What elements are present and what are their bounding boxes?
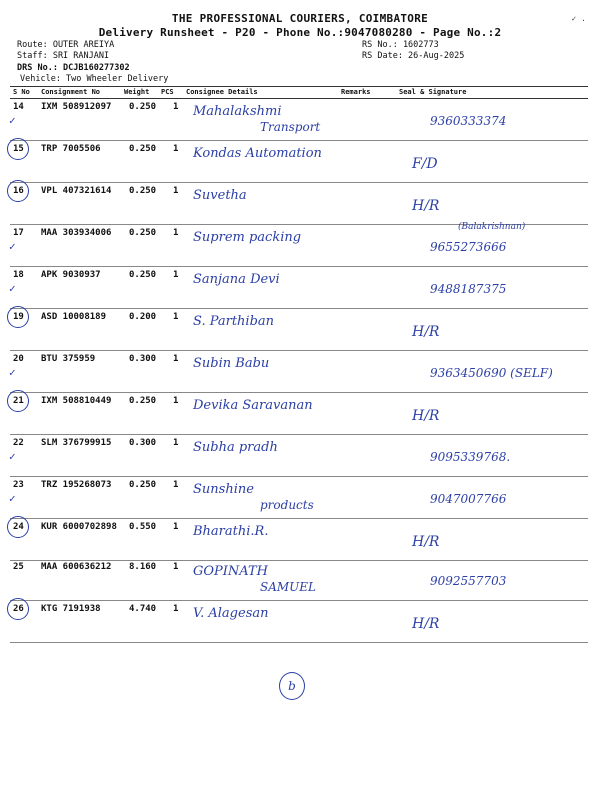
row-sno: 24 xyxy=(13,522,24,532)
col-consignment: Consignment No xyxy=(41,88,101,96)
row-sno: 18 xyxy=(13,270,24,280)
row-pcs: 1 xyxy=(173,396,179,406)
row-sno: 22 xyxy=(13,438,24,448)
page-mark: b xyxy=(279,672,305,700)
col-sno: S No xyxy=(13,88,30,96)
row-weight: 0.250 xyxy=(129,102,157,112)
row-weight: 0.300 xyxy=(129,354,157,364)
row-weight: 0.250 xyxy=(129,186,157,196)
sno-circle-mark xyxy=(7,180,29,202)
table-row xyxy=(10,438,588,478)
row-divider xyxy=(10,518,588,519)
row-signature: 9360333374 xyxy=(430,114,507,128)
row-pcs: 1 xyxy=(173,144,179,154)
vehicle-text: Vehicle: Two Wheeler Delivery xyxy=(20,74,169,84)
row-consignee-handwritten: V. Alagesan xyxy=(193,606,269,621)
row-pcs: 1 xyxy=(173,562,179,572)
row-consignee-handwritten: Suvetha xyxy=(193,188,247,203)
table-row xyxy=(10,354,588,394)
row-weight: 0.550 xyxy=(129,522,157,532)
drs-number: DRS No.: DCJB160277302 xyxy=(17,63,130,73)
row-divider xyxy=(10,476,588,477)
row-divider xyxy=(10,182,588,183)
row-weight: 0.250 xyxy=(129,480,157,490)
table-row xyxy=(10,562,588,602)
row-consignment-no: IXM 508912097 xyxy=(41,102,112,112)
row-pcs: 1 xyxy=(173,186,179,196)
row-sno: 15 xyxy=(13,144,24,154)
row-consignee-handwritten: Kondas Automation xyxy=(193,146,322,161)
row-consignment-no: KUR 6000702898 xyxy=(41,522,117,532)
row-signature: 9047007766 xyxy=(430,492,507,506)
row-sno: 19 xyxy=(13,312,24,322)
row-weight: 0.250 xyxy=(129,396,157,406)
row-signature: H/R xyxy=(412,198,440,214)
row-consignee-handwritten: Subin Babu xyxy=(193,356,270,371)
staff-text: Staff: SRI RANJANI xyxy=(17,51,110,61)
row-weight: 0.300 xyxy=(129,438,157,448)
row-consignment-no: TRP 7005506 xyxy=(41,144,101,154)
table-row xyxy=(9,222,588,268)
row-signature: 9488187375 xyxy=(430,282,507,296)
row-consignment-no: SLM 376799915 xyxy=(41,438,112,448)
runsheet-subtitle: Delivery Runsheet - P20 - Phone No.:9047080280 - Page No.:2 xyxy=(98,26,502,39)
corner-mark: ✓ . xyxy=(571,14,586,23)
row-signature-note: (Balakrishnan) xyxy=(458,222,526,232)
row-signature: 9655273666 xyxy=(430,240,507,254)
header-rule-top xyxy=(10,86,588,87)
sno-circle-mark xyxy=(7,598,29,620)
row-consignee-handwritten: Subha pradh xyxy=(193,440,278,455)
row-consignment-no: KTG 7191938 xyxy=(41,604,101,614)
col-consignee: Consignee Details xyxy=(186,88,258,96)
col-pcs: PCS xyxy=(161,88,174,96)
row-sno: 14 xyxy=(13,102,24,112)
row-signature: H/R xyxy=(412,616,440,632)
row-pcs: 1 xyxy=(173,438,179,448)
col-signature: Seal & Signature xyxy=(399,88,467,96)
table-header xyxy=(10,88,588,98)
sno-circle-mark xyxy=(7,138,29,160)
row-signature: 9363450690 (SELF) xyxy=(430,366,553,380)
row-consignee-handwritten: Mahalakshmi xyxy=(193,104,282,119)
row-weight: 8.160 xyxy=(129,562,157,572)
table-row xyxy=(10,480,588,520)
row-divider xyxy=(10,642,588,643)
rs-number: RS No.: 1602773 xyxy=(362,40,439,50)
sno-circle-mark xyxy=(7,516,29,538)
row-consignee-line2: Transport xyxy=(260,120,321,134)
row-weight: 0.200 xyxy=(129,312,157,322)
row-sno: 17 xyxy=(13,228,24,238)
row-consignee-handwritten: S. Parthiban xyxy=(193,314,275,329)
row-divider xyxy=(10,434,588,435)
row-signature: H/R xyxy=(412,534,440,550)
row-divider xyxy=(10,350,588,351)
tick-mark-icon: ✓ xyxy=(9,114,16,127)
row-consignee-handwritten: Bharathi.R. xyxy=(193,524,269,539)
col-remarks: Remarks xyxy=(341,88,371,96)
row-weight: 0.250 xyxy=(129,228,157,238)
row-consignment-no: APK 9030937 xyxy=(41,270,101,280)
row-pcs: 1 xyxy=(173,312,179,322)
row-pcs: 1 xyxy=(173,522,179,532)
table-row xyxy=(10,522,588,562)
table-row xyxy=(10,270,588,310)
row-divider xyxy=(10,560,588,561)
row-divider xyxy=(10,308,588,309)
row-divider xyxy=(10,266,588,267)
row-divider xyxy=(10,140,588,141)
row-consignee-line2: SAMUEL xyxy=(260,580,317,594)
row-weight: 0.250 xyxy=(129,270,157,280)
row-consignment-no: MAA 600636212 xyxy=(41,562,112,572)
row-consignment-no: BTU 375959 xyxy=(41,354,96,364)
row-sno: 16 xyxy=(13,186,24,196)
company-title: THE PROFESSIONAL COURIERS, COIMBATORE xyxy=(171,12,429,25)
rs-date: RS Date: 26-Aug-2025 xyxy=(362,51,465,61)
table-row xyxy=(10,102,588,142)
table-row xyxy=(10,312,588,352)
route-text: Route: OUTER AREIYA xyxy=(17,40,115,50)
table-row xyxy=(10,144,588,184)
row-consignment-no: VPL 407321614 xyxy=(41,186,112,196)
col-weight: Weight xyxy=(124,88,150,96)
row-consignment-no: IXM 508810449 xyxy=(41,396,112,406)
sno-circle-mark xyxy=(7,306,29,328)
table-row xyxy=(10,604,588,644)
row-pcs: 1 xyxy=(173,228,179,238)
row-signature: H/R xyxy=(412,408,440,424)
row-signature: H/R xyxy=(412,324,440,340)
row-divider xyxy=(10,392,588,393)
row-weight: 0.250 xyxy=(129,144,157,154)
row-divider xyxy=(10,600,588,601)
tick-mark-icon: ✓ xyxy=(9,282,16,295)
row-pcs: 1 xyxy=(173,270,179,280)
row-sno: 23 xyxy=(13,480,24,490)
tick-mark-icon: ✓ xyxy=(9,450,16,463)
table-row xyxy=(10,396,588,436)
tick-mark-icon: ✓ xyxy=(9,240,16,253)
row-sno: 26 xyxy=(13,604,24,614)
row-signature: F/D xyxy=(412,156,438,172)
row-consignee-handwritten: GOPINATH xyxy=(193,564,268,579)
row-pcs: 1 xyxy=(173,604,179,614)
tick-mark-icon: ✓ xyxy=(9,492,16,505)
table-row xyxy=(10,186,588,226)
row-sno: 20 xyxy=(13,354,24,364)
row-consignee-handwritten: Sunshine xyxy=(193,482,254,497)
row-sno: 21 xyxy=(13,396,24,406)
row-consignment-no: TRZ 195268073 xyxy=(41,480,112,490)
row-consignee-handwritten: Suprem packing xyxy=(193,230,302,245)
row-signature: 9095339768. xyxy=(430,450,511,464)
sno-circle-mark xyxy=(7,390,29,412)
tick-mark-icon: ✓ xyxy=(9,366,16,379)
row-consignee-line2: products xyxy=(260,498,314,512)
row-consignee-handwritten: Devika Saravanan xyxy=(193,398,313,413)
row-pcs: 1 xyxy=(173,480,179,490)
row-consignee-handwritten: Sanjana Devi xyxy=(193,272,280,287)
header-rule-bottom xyxy=(10,98,588,99)
row-pcs: 1 xyxy=(173,354,179,364)
row-consignment-no: ASD 10008189 xyxy=(41,312,107,322)
row-weight: 4.740 xyxy=(129,604,157,614)
row-signature: 9092557703 xyxy=(430,574,507,588)
row-pcs: 1 xyxy=(173,102,179,112)
row-consignment-no: MAA 303934006 xyxy=(41,228,112,238)
row-sno: 25 xyxy=(13,562,24,572)
